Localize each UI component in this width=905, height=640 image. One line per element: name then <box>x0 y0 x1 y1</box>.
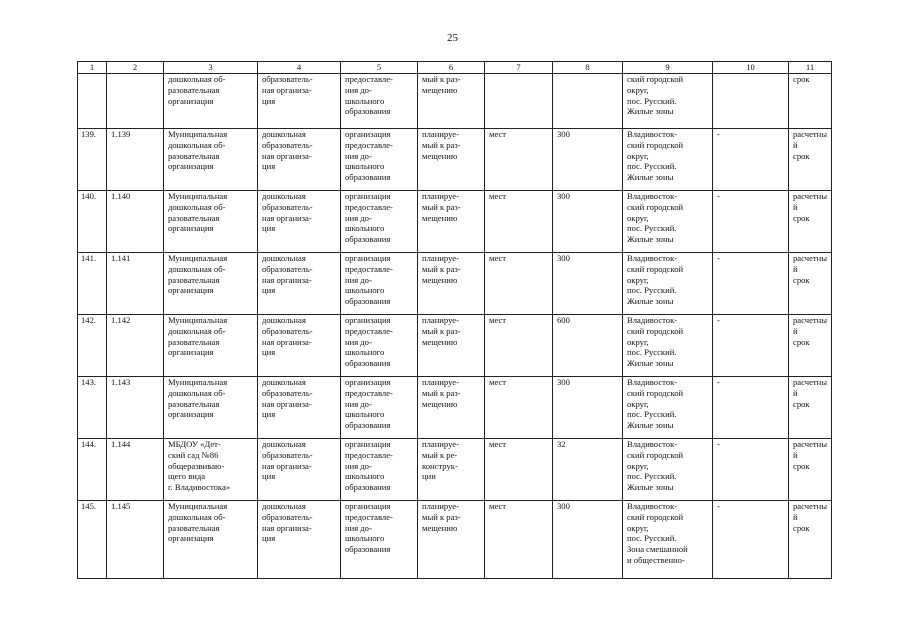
table-cell-col-10: - <box>713 253 789 315</box>
table-cell-col-6: планируе- мый к раз- мещению <box>418 191 485 253</box>
table-cell-col-3: Муниципальная дошкольная об- разовательная организация <box>164 501 258 579</box>
table-row <box>78 253 832 315</box>
table-row <box>78 501 832 579</box>
table-cell-col-9: Владивосток- ский городской округ, пос. Русский. Жилые зоны <box>623 439 713 501</box>
table-cell-col-3: Муниципальная дошкольная об- разовательная организация <box>164 191 258 253</box>
column-header-1: 1 <box>78 62 107 74</box>
table-cell-col-7 <box>485 74 553 129</box>
table-cell-col-9: Владивосток- ский городской округ, пос. Русский. Жилые зоны <box>623 253 713 315</box>
page-number: 25 <box>447 32 458 44</box>
table-cell-col-8: 32 <box>553 439 623 501</box>
table-cell-col-10: - <box>713 191 789 253</box>
table-cell-col-2: 1.142 <box>107 315 164 377</box>
table-cell-col-6: планируе- мый к раз- мещению <box>418 129 485 191</box>
table-cell-col-3: Муниципальная дошкольная об- разовательная организация <box>164 253 258 315</box>
table-cell-col-3: Муниципальная дошкольная об- разовательная организация <box>164 129 258 191</box>
table-cell-col-8: 600 <box>553 315 623 377</box>
table-cell-col-1: 139. <box>78 129 107 191</box>
table-cell-col-11: расчетный срок <box>789 501 832 579</box>
table-cell-col-11: расчетный срок <box>789 439 832 501</box>
table-cell-col-3: дошкольная об- разовательная организация <box>164 74 258 129</box>
table-cell-col-11: срок <box>789 74 832 129</box>
column-header-5: 5 <box>341 62 418 74</box>
table-cell-col-3: Муниципальная дошкольная об- разовательная организация <box>164 315 258 377</box>
column-header-9: 9 <box>623 62 713 74</box>
table-cell-col-11: расчетный срок <box>789 315 832 377</box>
table-cell-col-4: образователь- ная организа- ция <box>258 74 341 129</box>
table-cell-col-7: мест <box>485 253 553 315</box>
table-cell-col-10 <box>713 74 789 129</box>
table-cell-col-9: Владивосток- ский городской округ, пос. Русский. Жилые зоны <box>623 129 713 191</box>
header-row <box>78 62 832 74</box>
table-cell-col-2 <box>107 74 164 129</box>
table-cell-col-2: 1.143 <box>107 377 164 439</box>
table-cell-col-4: дошкольная образователь- ная организа- ция <box>258 439 341 501</box>
table-cell-col-2: 1.144 <box>107 439 164 501</box>
table-cell-col-11: расчетный срок <box>789 191 832 253</box>
table-cell-col-8: 300 <box>553 377 623 439</box>
table-cell-col-5: предоставле- ния до- школьного образования <box>341 74 418 129</box>
table-cell-col-10: - <box>713 377 789 439</box>
table-cell-col-10: - <box>713 439 789 501</box>
table-cell-col-9: Владивосток- ский городской округ, пос. Русский. Жилые зоны <box>623 377 713 439</box>
table-cell-col-4: дошкольная образователь- ная организа- ция <box>258 315 341 377</box>
table-cell-col-2: 1.139 <box>107 129 164 191</box>
table-row <box>78 439 832 501</box>
table-cell-col-6: планируе- мый к раз- мещению <box>418 315 485 377</box>
table-cell-col-10: - <box>713 501 789 579</box>
column-header-11: 11 <box>789 62 832 74</box>
table-cell-col-8: 300 <box>553 129 623 191</box>
table-cell-col-5: организация предоставле- ния до- школьного образования <box>341 253 418 315</box>
table-cell-col-7: мест <box>485 439 553 501</box>
table-cell-col-8: 300 <box>553 191 623 253</box>
table-cell-col-9: ский городской округ, пос. Русский. Жилые зоны <box>623 74 713 129</box>
table-cell-col-3: Муниципальная дошкольная об- разовательная организация <box>164 377 258 439</box>
column-header-10: 10 <box>713 62 789 74</box>
table-cell-col-7: мест <box>485 377 553 439</box>
table-cell-col-1: 142. <box>78 315 107 377</box>
table-cell-col-9: Владивосток- ский городской округ, пос. Русский. Зона смешанной и общественно- <box>623 501 713 579</box>
table-cell-col-9: Владивосток- ский городской округ, пос. Русский. Жилые зоны <box>623 191 713 253</box>
table-row <box>78 377 832 439</box>
table-row <box>78 129 832 191</box>
planning-table <box>77 61 832 579</box>
table-cell-col-11: расчетный срок <box>789 129 832 191</box>
table-header <box>78 62 832 74</box>
column-header-7: 7 <box>485 62 553 74</box>
table-cell-col-6: планируе- мый к ре- конструк- ции <box>418 439 485 501</box>
table-cell-col-6: планируе- мый к раз- мещению <box>418 253 485 315</box>
table-cell-col-1: 143. <box>78 377 107 439</box>
table-cell-col-7: мест <box>485 315 553 377</box>
table-cell-col-7: мест <box>485 129 553 191</box>
column-header-8: 8 <box>553 62 623 74</box>
table-cell-col-4: дошкольная образователь- ная организа- ция <box>258 501 341 579</box>
table-cell-col-5: организация предоставле- ния до- школьного образования <box>341 129 418 191</box>
table-cell-col-4: дошкольная образователь- ная организа- ция <box>258 191 341 253</box>
table-cell-col-9: Владивосток- ский городской округ, пос. Русский. Жилые зоны <box>623 315 713 377</box>
table-cell-col-1: 140. <box>78 191 107 253</box>
table-cell-col-11: расчетный срок <box>789 377 832 439</box>
table-cell-col-5: организация предоставле- ния до- школьного образования <box>341 501 418 579</box>
table-cell-col-1: 145. <box>78 501 107 579</box>
table-cell-col-5: организация предоставле- ния до- школьного образования <box>341 377 418 439</box>
table-cell-col-3: МБДОУ «Дет- ский сад №86 общеразвиваю- щего вида г. Владивостока» <box>164 439 258 501</box>
table-row <box>78 74 832 129</box>
table-cell-col-5: организация предоставле- ния до- школьного образования <box>341 191 418 253</box>
table-cell-col-4: дошкольная образователь- ная организа- ция <box>258 253 341 315</box>
table-cell-col-8: 300 <box>553 501 623 579</box>
table-cell-col-7: мест <box>485 501 553 579</box>
table-cell-col-1: 144. <box>78 439 107 501</box>
table-cell-col-1: 141. <box>78 253 107 315</box>
table-row <box>78 315 832 377</box>
table-cell-col-7: мест <box>485 191 553 253</box>
table-cell-col-6: мый к раз- мещению <box>418 74 485 129</box>
table-cell-col-10: - <box>713 315 789 377</box>
table-cell-col-5: организация предоставле- ния до- школьного образования <box>341 315 418 377</box>
column-header-6: 6 <box>418 62 485 74</box>
table-cell-col-2: 1.141 <box>107 253 164 315</box>
table-cell-col-11: расчетный срок <box>789 253 832 315</box>
table-cell-col-4: дошкольная образователь- ная организа- ция <box>258 129 341 191</box>
table-cell-col-2: 1.140 <box>107 191 164 253</box>
table-body <box>78 74 832 579</box>
table-cell-col-1 <box>78 74 107 129</box>
table-cell-col-5: организация предоставле- ния до- школьного образования <box>341 439 418 501</box>
column-header-4: 4 <box>258 62 341 74</box>
table-cell-col-4: дошкольная образователь- ная организа- ция <box>258 377 341 439</box>
column-header-3: 3 <box>164 62 258 74</box>
table-row <box>78 191 832 253</box>
table-cell-col-6: планируе- мый к раз- мещению <box>418 377 485 439</box>
table-cell-col-2: 1.145 <box>107 501 164 579</box>
column-header-2: 2 <box>107 62 164 74</box>
table-cell-col-10: - <box>713 129 789 191</box>
table-cell-col-8 <box>553 74 623 129</box>
table-cell-col-6: планируе- мый к раз- мещению <box>418 501 485 579</box>
table-cell-col-8: 300 <box>553 253 623 315</box>
